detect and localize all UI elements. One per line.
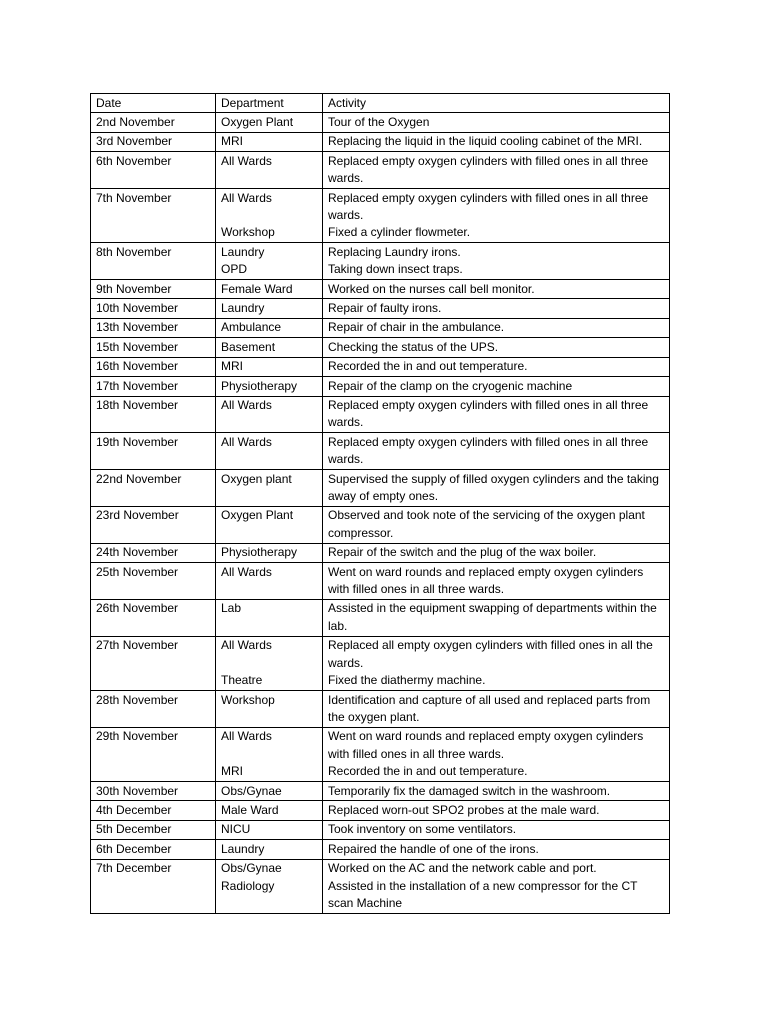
activity-cell [323,377,670,396]
date-cell: 5th December [91,820,216,839]
activity-line: Replaced empty oxygen cylinders with filled ones in all three wards. [328,398,649,430]
activity-cell [323,691,670,728]
table-row [91,280,670,299]
department-spacer [221,655,317,672]
activity-cell [323,152,670,189]
department-cell [216,280,323,299]
date-cell: 17th November [91,377,216,396]
department-line: All Wards [221,729,272,744]
department-cell [216,318,323,337]
date-cell: 3rd November [91,132,216,151]
department-cell [216,840,323,859]
activity-cell [323,470,670,507]
activity-line: Took inventory on some ventilators. [328,822,517,837]
date-cell: 9th November [91,280,216,299]
activity-line: Repair of the clamp on the cryogenic machine [328,378,573,393]
date-cell: 6th November [91,152,216,189]
date-cell: 26th November [91,599,216,636]
activity-cell [323,299,670,318]
department-cell [216,243,323,280]
department-cell [216,563,323,600]
activity-line: Checking the status of the UPS. [328,339,499,354]
activity-cell [323,189,670,243]
table-row [91,691,670,728]
department-line: All Wards [221,190,272,205]
activity-line: Worked on the AC and the network cable and port. [328,861,597,876]
department-line: Male Ward [221,802,279,817]
date-cell: 16th November [91,357,216,376]
department-line: All Wards [221,638,272,653]
department-line: All Wards [221,434,272,449]
table-row [91,820,670,839]
table-row [91,433,670,470]
table-row [91,132,670,151]
date-cell: 19th November [91,433,216,470]
department-cell [216,113,323,132]
department-line: NICU [221,822,251,837]
date-cell: 2nd November [91,113,216,132]
activity-log-body [91,94,670,914]
activity-line: Recorded the in and out temperature. [328,359,528,374]
date-cell: 7th November [91,189,216,243]
header-row [91,94,670,113]
activity-line: Repair of chair in the ambulance. [328,320,505,335]
activity-line: Worked on the nurses call bell monitor. [328,281,535,296]
activity-line: Replaced empty oxygen cylinders with filled ones in all three wards. [328,434,649,467]
department-cell [216,189,323,243]
department-cell [216,470,323,507]
header-department: Department [216,94,323,113]
table-row [91,506,670,543]
department-line: Laundry [221,841,265,856]
table-row [91,636,670,690]
activity-cell [323,433,670,470]
date-cell: 8th November [91,243,216,280]
activity-cell [323,357,670,376]
table-row [91,396,670,433]
department-cell [216,727,323,781]
department-cell [216,357,323,376]
activity-cell [323,338,670,357]
department-spacer [221,746,317,763]
table-row [91,727,670,781]
department-cell [216,801,323,820]
date-cell: 24th November [91,543,216,562]
activity-line: Replaced all empty oxygen cylinders with filled ones in all the wards. [328,638,653,670]
activity-line: Replaced empty oxygen cylinders with filled ones in all three wards. [328,190,649,222]
department-line: MRI [221,134,243,149]
department-cell [216,433,323,470]
activity-line: Went on ward rounds and replaced empty oxygen cylinders with filled ones in all three wards. [328,729,644,761]
department-line: All Wards [221,153,272,168]
activity-line: Repaired the handle of one of the irons. [328,841,539,856]
date-cell: 27th November [91,636,216,690]
date-cell: 13th November [91,318,216,337]
activity-line: Replaced worn-out SPO2 probes at the male ward. [328,802,600,817]
date-cell: 25th November [91,563,216,600]
activity-cell [323,599,670,636]
activity-cell [323,113,670,132]
department-line: Female Ward [221,281,293,296]
activity-cell [323,840,670,859]
table-row [91,782,670,801]
department-line: Ambulance [221,320,282,335]
department-line: Basement [221,339,276,354]
activity-line: Recorded the in and out temperature. [328,764,528,779]
activity-line: Repair of the switch and the plug of the wax boiler. [328,545,597,560]
activity-line: Identification and capture of all used and replaced parts from the oxygen plant. [328,692,651,724]
date-cell: 7th December [91,859,216,913]
header-date: Date [91,94,216,113]
department-line: Oxygen plant [221,471,292,486]
date-cell: 29th November [91,727,216,781]
department-cell [216,782,323,801]
activity-log-table [90,93,670,914]
table-row [91,299,670,318]
department-line: Physiotherapy [221,378,298,393]
department-line: Radiology [221,878,275,893]
activity-cell [323,280,670,299]
activity-cell [323,801,670,820]
table-row [91,152,670,189]
header-activity: Activity [323,94,670,113]
date-cell: 10th November [91,299,216,318]
department-cell [216,396,323,433]
activity-line: Assisted in the equipment swapping of departments within the lab. [328,601,657,633]
table-row [91,801,670,820]
activity-cell [323,543,670,562]
activity-line: Observed and took note of the servicing of the oxygen plant compressor. [328,508,645,540]
activity-line: Taking down insect traps. [328,262,463,277]
table-row [91,543,670,562]
activity-line: Went on ward rounds and replaced empty oxygen cylinders with filled ones in all three wards. [328,564,644,597]
department-cell [216,599,323,636]
date-cell: 30th November [91,782,216,801]
department-line: Lab [221,601,242,616]
department-line: Oxygen Plant [221,508,294,523]
department-cell [216,506,323,543]
department-cell [216,691,323,728]
date-cell: 23rd November [91,506,216,543]
activity-cell [323,318,670,337]
department-line: All Wards [221,564,272,579]
department-line: Workshop [221,225,275,240]
activity-line: Replacing Laundry irons. [328,244,461,259]
table-row [91,599,670,636]
department-cell [216,859,323,913]
activity-cell [323,859,670,913]
activity-line: Tour of the Oxygen [328,114,430,129]
activity-line: Assisted in the installation of a new compressor for the CT scan Machine [328,878,638,910]
activity-line: Fixed the diathermy machine. [328,673,486,688]
department-line: OPD [221,262,248,277]
table-row [91,377,670,396]
activity-cell [323,132,670,151]
department-line: Theatre [221,673,263,688]
department-line: All Wards [221,398,272,412]
table-row [91,840,670,859]
department-cell [216,820,323,839]
department-line: Obs/Gynae [221,861,282,876]
date-cell: 4th December [91,801,216,820]
table-row [91,113,670,132]
activity-line: Supervised the supply of filled oxygen cylinders and the taking away of empty ones. [328,471,659,504]
table-row [91,243,670,280]
activity-cell [323,820,670,839]
activity-cell [323,506,670,543]
department-line: MRI [221,359,243,374]
department-cell [216,299,323,318]
department-cell [216,636,323,690]
activity-line: Repair of faulty irons. [328,300,442,315]
table-row [91,189,670,243]
date-cell: 6th December [91,840,216,859]
activity-cell [323,636,670,690]
department-spacer [221,207,317,224]
activity-cell [323,563,670,600]
activity-line: Fixed a cylinder flowmeter. [328,225,471,240]
department-line: Oxygen Plant [221,114,294,129]
activity-line: Replaced empty oxygen cylinders with filled ones in all three wards. [328,153,649,186]
table-row [91,470,670,507]
department-cell [216,338,323,357]
department-cell [216,543,323,562]
department-line: Workshop [221,692,275,707]
department-cell [216,152,323,189]
date-cell: 15th November [91,338,216,357]
activity-cell [323,243,670,280]
table-row [91,318,670,337]
department-line: Laundry [221,300,265,315]
date-cell: 18th November [91,396,216,433]
activity-line: Temporarily fix the damaged switch in the washroom. [328,783,611,798]
department-line: Obs/Gynae [221,783,282,798]
date-cell: 22nd November [91,470,216,507]
department-line: MRI [221,764,243,779]
activity-cell [323,396,670,433]
activity-line: Replacing the liquid in the liquid cooling cabinet of the MRI. [328,134,643,149]
date-cell: 28th November [91,691,216,728]
department-line: Physiotherapy [221,545,298,560]
department-cell [216,132,323,151]
department-line: Laundry [221,244,265,259]
activity-cell [323,727,670,781]
table-row [91,859,670,913]
table-row [91,563,670,600]
activity-cell [323,782,670,801]
department-cell [216,377,323,396]
table-row [91,357,670,376]
table-row [91,338,670,357]
